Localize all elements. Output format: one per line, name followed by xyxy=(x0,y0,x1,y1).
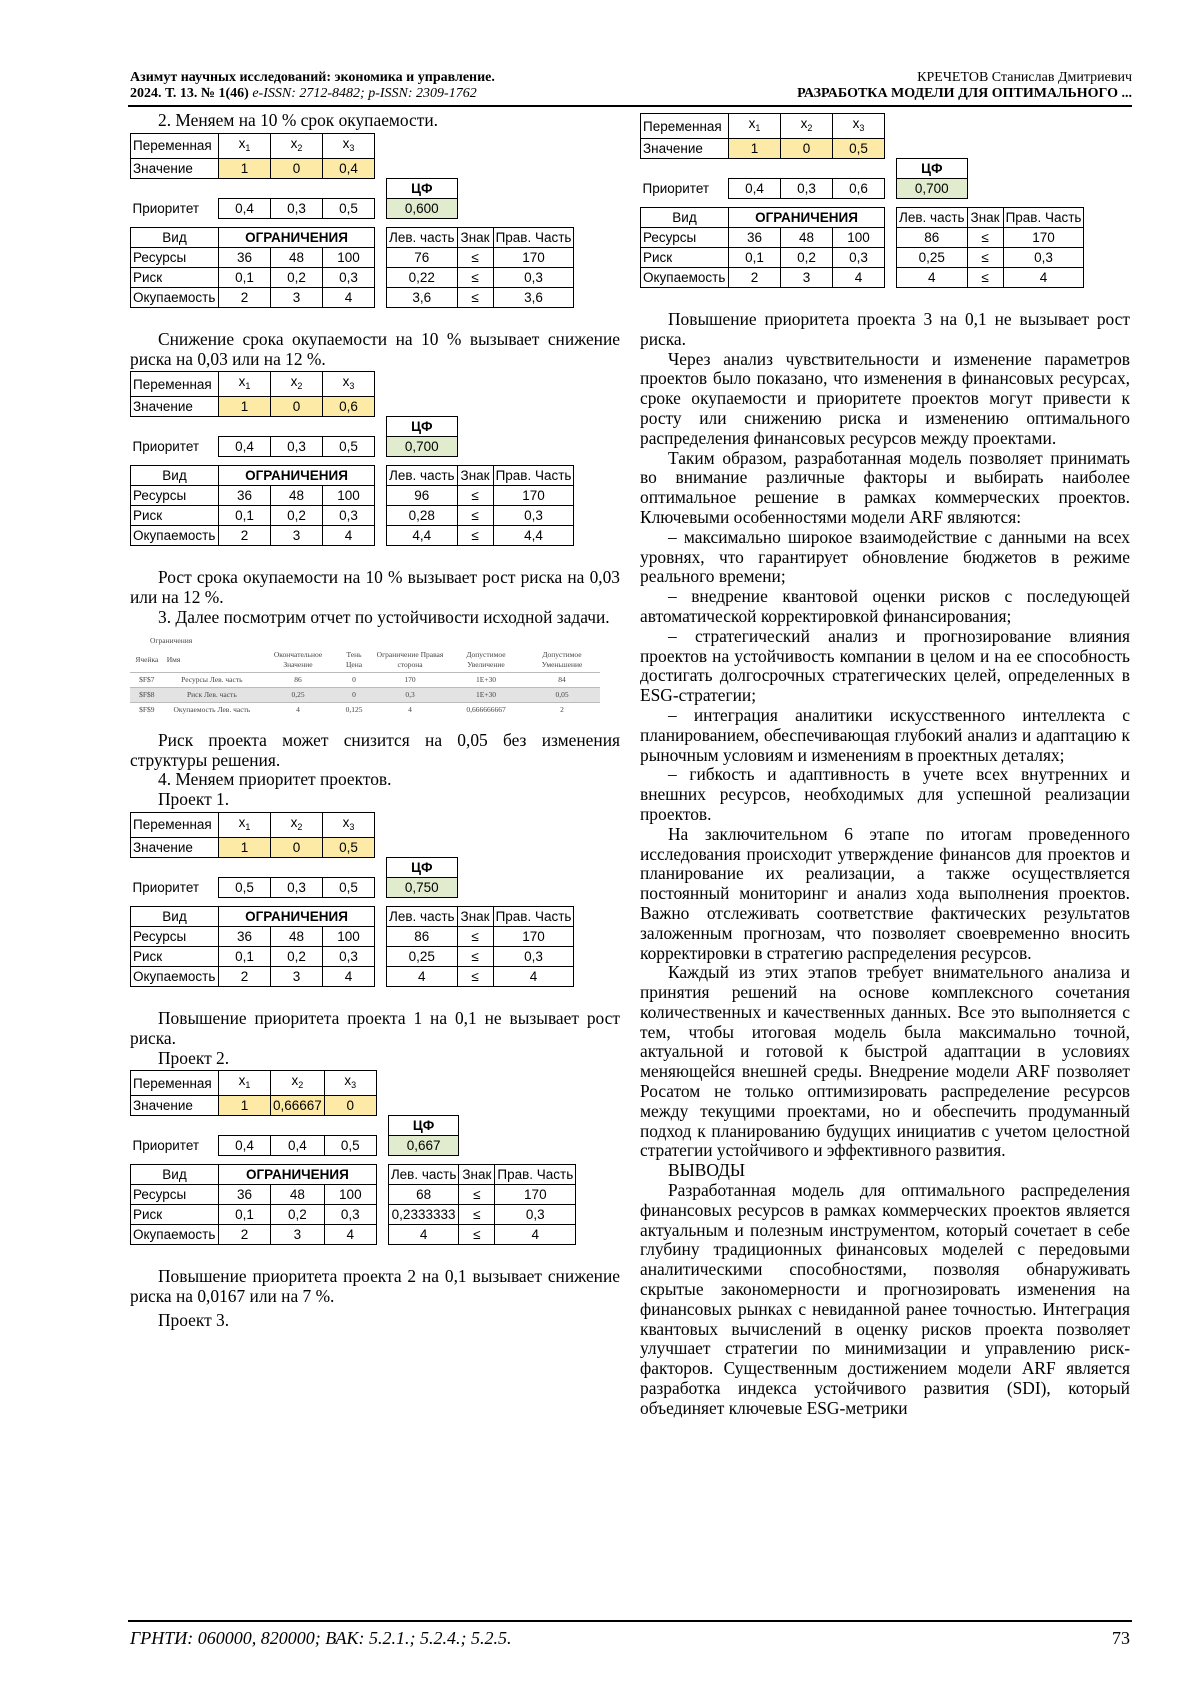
rhs-value: 0,3 xyxy=(1003,248,1084,268)
sign-value: ≤ xyxy=(967,268,1003,288)
rhs-value: 4 xyxy=(1003,268,1084,288)
sensitivity-cell: 84 xyxy=(524,672,600,687)
value-x3: 0 xyxy=(324,1096,376,1116)
sensitivity-cell: 1E+30 xyxy=(448,672,524,687)
lhs-value: 0,25 xyxy=(387,946,458,966)
model-table xyxy=(130,1070,576,1245)
sensitivity-cell: 4 xyxy=(260,702,336,717)
step-2-text: 2. Меняем на 10 % срок окупаемости. xyxy=(158,110,439,130)
priority-x3: 0,5 xyxy=(323,877,375,897)
sign-value: ≤ xyxy=(457,526,493,546)
variable-header: $x_2$ xyxy=(271,133,323,158)
rhs-header: Прав. Часть xyxy=(493,466,574,486)
constraint-row xyxy=(641,268,1084,288)
coef-x1: 0,1 xyxy=(729,248,781,268)
coef-x1: 2 xyxy=(219,287,271,307)
constraint-row xyxy=(131,926,574,946)
constraint-row xyxy=(131,1185,576,1205)
objective-value: 0,700 xyxy=(387,437,458,457)
coef-x2: 48 xyxy=(271,1185,325,1205)
value-label: Значение xyxy=(131,837,219,857)
footer-rule xyxy=(128,1620,1132,1622)
constraints-header: ОГРАНИЧЕНИЯ xyxy=(219,466,375,486)
coef-x2: 3 xyxy=(271,526,323,546)
constraint-row xyxy=(131,946,574,966)
sensitivity-row xyxy=(130,687,600,702)
rhs-header: Прав. Часть xyxy=(1003,208,1084,228)
variable-label: Переменная xyxy=(641,114,729,139)
sensitivity-cell: 4 xyxy=(372,702,448,717)
objective-label: ЦФ xyxy=(897,159,968,179)
lhs-value: 3,6 xyxy=(387,287,458,307)
sign-header: Знак xyxy=(457,227,493,247)
sign-header: Знак xyxy=(457,466,493,486)
coef-x1: 0,1 xyxy=(219,946,271,966)
constraint-name: Окупаемость xyxy=(131,526,219,546)
rhs-value: 170 xyxy=(493,486,574,506)
journal-issn: e-ISSN: 2712-8482; p-ISSN: 2309-1762 xyxy=(248,86,477,101)
variable-header: $x_3$ xyxy=(323,372,375,397)
sensitivity-cell: 0,3 xyxy=(372,687,448,702)
constraints-header: ОГРАНИЧЕНИЯ xyxy=(729,208,885,228)
sensitivity-table xyxy=(130,634,600,717)
variable-header: $x_1$ xyxy=(219,133,271,158)
constraints-header: ОГРАНИЧЕНИЯ xyxy=(219,1165,377,1185)
priority-x3: 0,5 xyxy=(324,1136,376,1156)
sensitivity-row xyxy=(130,702,600,717)
project-3-label: Проект 3. xyxy=(158,1309,230,1330)
rhs-value: 3,6 xyxy=(493,287,574,307)
coef-x3: 4 xyxy=(324,1225,376,1245)
sign-value: ≤ xyxy=(459,1225,495,1245)
value-label: Значение xyxy=(131,158,219,178)
rhs-value: 0,3 xyxy=(495,1205,576,1225)
coef-x2: 48 xyxy=(271,926,323,946)
footer-codes: ГРНТИ: 060000, 820000; ВАК: 5.2.1.; 5.2.4.; 5.2.5. xyxy=(130,1628,512,1648)
value-label: Значение xyxy=(641,139,729,159)
constraint-name: Ресурсы xyxy=(641,228,729,248)
kind-header: Вид xyxy=(131,466,219,486)
sensitivity-cell: 1E+30 xyxy=(448,687,524,702)
coef-x3: 100 xyxy=(323,926,375,946)
constraint-row xyxy=(131,486,574,506)
coef-x3: 100 xyxy=(323,486,375,506)
rhs-value: 0,3 xyxy=(493,267,574,287)
coef-x1: 2 xyxy=(729,268,781,288)
rhs-value: 4 xyxy=(495,1225,576,1245)
model-table xyxy=(130,371,574,546)
journal-issue: 2024. Т. 13. № 1(46) xyxy=(130,86,249,101)
priority-x3: 0,6 xyxy=(833,179,885,199)
priority-x2: 0,3 xyxy=(271,877,323,897)
lhs-value: 4 xyxy=(897,268,968,288)
coef-x2: 48 xyxy=(781,228,833,248)
constraint-name: Риск xyxy=(131,267,219,287)
value-x1: 1 xyxy=(219,158,271,178)
paragraph: Таким образом, разработанная модель позволяет принимать во внимание различные факторы и выбирать наиболее оптимальное решение в рамках коммерческих проектов. Ключевыми особенностями модели ARF являются: xyxy=(640,447,1130,527)
variable-header: $x_3$ xyxy=(323,133,375,158)
worksheet-table xyxy=(130,133,620,308)
sign-value: ≤ xyxy=(457,267,493,287)
lhs-value: 4 xyxy=(387,966,458,986)
sign-value: ≤ xyxy=(967,248,1003,268)
constraint-row xyxy=(131,287,574,307)
constraint-name: Окупаемость xyxy=(131,966,219,986)
variable-header: $x_3$ xyxy=(833,114,885,139)
value-x2: 0 xyxy=(781,139,833,159)
variable-header: $x_2$ xyxy=(271,1071,325,1096)
value-x1: 1 xyxy=(219,837,271,857)
sensitivity-cell: 86 xyxy=(260,672,336,687)
coef-x3: 0,3 xyxy=(323,267,375,287)
sensitivity-header: Допустимое Уменьшение xyxy=(541,649,583,669)
constraint-row xyxy=(131,1205,576,1225)
sign-value: ≤ xyxy=(457,966,493,986)
bullet-item: – внедрение квантовой оценки рисков с последующей автоматической корректировкой финансирования; xyxy=(640,586,1130,626)
lhs-header: Лев. часть xyxy=(387,227,458,247)
coef-x1: 0,1 xyxy=(219,1205,271,1225)
rhs-value: 4 xyxy=(493,966,574,986)
constraint-row xyxy=(131,966,574,986)
coef-x2: 3 xyxy=(271,1225,325,1245)
constraint-name: Риск xyxy=(131,506,219,526)
coef-x3: 4 xyxy=(323,526,375,546)
sensitivity-cell: Окупаемость Лев. часть xyxy=(164,702,260,717)
constraint-row xyxy=(131,267,574,287)
header-rule xyxy=(128,105,1132,107)
priority-label: Приоритет xyxy=(642,181,710,196)
kind-header: Вид xyxy=(131,906,219,926)
paragraph: Рост срока окупаемости на 10 % вызывает рост риска на 0,03 или на 12 %. xyxy=(130,567,620,608)
value-x2: 0,66667 xyxy=(271,1096,325,1116)
value-x3: 0,5 xyxy=(323,837,375,857)
coef-x2: 0,2 xyxy=(271,1205,325,1225)
priority-x1: 0,5 xyxy=(219,877,271,897)
constraint-name: Окупаемость xyxy=(131,287,219,307)
objective-label: ЦФ xyxy=(387,417,458,437)
bullet-item: – гибкость и адаптивность в учете всех внутренних и внешних ресурсов, необходимых для успешной реализации проектов. xyxy=(640,764,1130,824)
sign-value: ≤ xyxy=(457,946,493,966)
sensitivity-cell: 170 xyxy=(372,672,448,687)
sensitivity-header: Имя xyxy=(166,654,181,664)
variable-header: $x_1$ xyxy=(729,114,781,139)
sensitivity-cell: 0 xyxy=(336,687,372,702)
priority-label: Приоритет xyxy=(132,879,200,895)
rhs-header: Прав. Часть xyxy=(495,1165,576,1185)
value-x2: 0 xyxy=(271,158,323,178)
coef-x2: 0,2 xyxy=(271,267,323,287)
sensitivity-cell: 0,666666667 xyxy=(448,702,524,717)
sensitivity-cell: Ресурсы Лев. часть xyxy=(164,672,260,687)
coef-x3: 4 xyxy=(323,966,375,986)
sign-value: ≤ xyxy=(457,506,493,526)
constraint-name: Риск xyxy=(641,248,729,268)
coef-x1: 2 xyxy=(219,966,271,986)
paragraph: Снижение срока окупаемости на 10 % вызывает снижение риска на 0,03 или на 12 %. xyxy=(130,328,620,369)
coef-x1: 36 xyxy=(219,926,271,946)
priority-label: Приоритет xyxy=(132,200,200,216)
variable-label: Переменная xyxy=(131,372,219,397)
objective-value: 0,667 xyxy=(388,1136,459,1156)
lhs-value: 76 xyxy=(387,247,458,267)
value-x1: 1 xyxy=(729,139,781,159)
lhs-header: Лев. часть xyxy=(387,466,458,486)
coef-x3: 4 xyxy=(833,268,885,288)
objective-label: ЦФ xyxy=(387,178,458,198)
left-column xyxy=(130,111,620,1331)
sign-header: Знак xyxy=(967,208,1003,228)
sensitivity-cell: $F$9 xyxy=(130,702,164,717)
variable-header: $x_3$ xyxy=(323,812,375,837)
sensitivity-title: Ограничения xyxy=(150,635,193,645)
sensitivity-header: Окончательное Значение xyxy=(273,649,323,669)
article-title: РАЗРАБОТКА МОДЕЛИ ДЛЯ ОПТИМАЛЬНОГО ... xyxy=(797,86,1132,101)
constraints-header: ОГРАНИЧЕНИЯ xyxy=(219,906,375,926)
sensitivity-header: Ограничение Правая сторона xyxy=(376,649,444,669)
kind-header: Вид xyxy=(641,208,729,228)
lhs-value: 96 xyxy=(387,486,458,506)
constraint-name: Ресурсы xyxy=(131,926,219,946)
paragraph: На заключительном 6 этапе по итогам проведенного исследования происходит утверждение финансов для проектов и планирование их реализации, а также осуществляется постоянный мониторинг и анализ хода выполнения проектов. Важно отслеживать соответствие фактических результатов заложенным прогнозам, что позволяет своевременно вносить корректировки в стратегию распределения ресурсов. xyxy=(640,823,1130,963)
variable-label: Переменная xyxy=(131,812,219,837)
sensitivity-header: Допустимое Увеличение xyxy=(466,649,506,669)
coef-x2: 0,2 xyxy=(271,946,323,966)
priority-label: Приоритет xyxy=(132,439,200,455)
constraint-name: Риск xyxy=(131,1205,219,1225)
model-table xyxy=(640,113,1084,288)
variable-header: $x_2$ xyxy=(271,372,323,397)
sign-value: ≤ xyxy=(457,287,493,307)
coef-x1: 0,1 xyxy=(219,506,271,526)
coef-x2: 0,2 xyxy=(781,248,833,268)
constraint-row xyxy=(131,1225,576,1245)
coef-x3: 0,3 xyxy=(323,946,375,966)
priority-x2: 0,3 xyxy=(781,179,833,199)
rhs-value: 4,4 xyxy=(493,526,574,546)
priority-x2: 0,3 xyxy=(271,198,323,218)
rhs-header: Прав. Часть xyxy=(493,227,574,247)
worksheet-table xyxy=(640,113,1130,288)
rhs-value: 170 xyxy=(495,1185,576,1205)
lhs-value: 0,2333333 xyxy=(388,1205,459,1225)
sensitivity-cell: $F$7 xyxy=(130,672,164,687)
lhs-header: Лев. часть xyxy=(387,906,458,926)
paragraph: Повышение приоритета проекта 1 на 0,1 не вызывает рост риска. xyxy=(130,1007,620,1048)
lhs-value: 4,4 xyxy=(387,526,458,546)
sign-header: Знак xyxy=(459,1165,495,1185)
model-table xyxy=(130,133,574,308)
variable-header: $x_2$ xyxy=(781,114,833,139)
sign-value: ≤ xyxy=(459,1205,495,1225)
kind-header: Вид xyxy=(131,227,219,247)
sign-value: ≤ xyxy=(459,1185,495,1205)
coef-x3: 0,3 xyxy=(323,506,375,526)
bullet-item: – стратегический анализ и прогнозирование влияния проектов на устойчивость компании в целом и на ее способность достигать долгосрочных стратегических целей, определенных в ESG-стратегии; xyxy=(640,625,1130,706)
constraint-row xyxy=(641,228,1084,248)
coef-x1: 0,1 xyxy=(219,267,271,287)
worksheet-table xyxy=(130,812,620,987)
model-table xyxy=(130,812,574,987)
coef-x1: 2 xyxy=(219,526,271,546)
lhs-value: 4 xyxy=(388,1225,459,1245)
variable-header: $x_1$ xyxy=(219,812,271,837)
coef-x2: 3 xyxy=(271,966,323,986)
value-x2: 0 xyxy=(271,397,323,417)
sensitivity-header: Ячейка xyxy=(135,654,159,664)
worksheet-table xyxy=(130,371,620,546)
worksheet-table xyxy=(130,1070,620,1245)
paragraph: Повышение приоритета проекта 2 на 0,1 вызывает снижение риска на 0,0167 или на 7 %. xyxy=(130,1266,620,1307)
constraint-name: Ресурсы xyxy=(131,247,219,267)
coef-x3: 100 xyxy=(324,1185,376,1205)
journal-name: Азимут научных исследований: экономика и управление. xyxy=(130,70,495,85)
priority-x3: 0,5 xyxy=(323,437,375,457)
rhs-value: 0,3 xyxy=(493,506,574,526)
priority-x2: 0,3 xyxy=(271,437,323,457)
value-x1: 1 xyxy=(219,1096,271,1116)
constraint-name: Ресурсы xyxy=(131,486,219,506)
objective-value: 0,750 xyxy=(387,877,458,897)
lhs-value: 0,25 xyxy=(897,248,968,268)
rhs-value: 170 xyxy=(493,926,574,946)
objective-value: 0,700 xyxy=(897,179,968,199)
coef-x3: 0,3 xyxy=(833,248,885,268)
sign-value: ≤ xyxy=(457,486,493,506)
rhs-value: 170 xyxy=(1003,228,1084,248)
lhs-value: 86 xyxy=(387,926,458,946)
value-label: Значение xyxy=(131,397,219,417)
running-header-right xyxy=(612,70,1132,102)
variable-header: $x_2$ xyxy=(271,812,323,837)
step-3-text: 3. Далее посмотрим отчет по устойчивости исходной задачи. xyxy=(158,606,610,627)
sensitivity-header: Тень Цена xyxy=(345,649,363,669)
coef-x3: 100 xyxy=(833,228,885,248)
priority-x3: 0,5 xyxy=(323,198,375,218)
right-column xyxy=(640,111,1130,1419)
constraint-name: Окупаемость xyxy=(131,1225,219,1245)
priority-x1: 0,4 xyxy=(729,179,781,199)
bullet-item: – интеграция аналитики искусственного интеллекта с планированием, обеспечивающая глубокий анализ и адаптацию к рыночным условиям и изменениям в проектных деталях; xyxy=(640,704,1130,765)
coef-x2: 3 xyxy=(271,287,323,307)
sign-value: ≤ xyxy=(457,926,493,946)
sensitivity-cell: 2 xyxy=(524,702,600,717)
constraint-row xyxy=(131,247,574,267)
rhs-value: 0,3 xyxy=(493,946,574,966)
variable-header: $x_3$ xyxy=(324,1071,376,1096)
constraint-name: Ресурсы xyxy=(131,1185,219,1205)
coef-x1: 36 xyxy=(219,247,271,267)
priority-label: Приоритет xyxy=(132,1138,200,1154)
sign-header: Знак xyxy=(457,906,493,926)
coef-x1: 36 xyxy=(219,486,271,506)
lhs-value: 0,28 xyxy=(387,506,458,526)
constraint-name: Риск xyxy=(131,946,219,966)
paragraph: Риск проекта может снизится на 0,05 без изменения структуры решения. xyxy=(130,729,620,770)
value-x3: 0,4 xyxy=(323,158,375,178)
coef-x3: 100 xyxy=(323,247,375,267)
coef-x2: 48 xyxy=(271,247,323,267)
objective-label: ЦФ xyxy=(387,857,458,877)
value-label: Значение xyxy=(131,1096,219,1116)
lhs-header: Лев. часть xyxy=(897,208,968,228)
coef-x1: 36 xyxy=(729,228,781,248)
coef-x3: 4 xyxy=(323,287,375,307)
project-2-label: Проект 2. xyxy=(158,1047,230,1068)
constraints-header: ОГРАНИЧЕНИЯ xyxy=(219,227,375,247)
variable-header: $x_1$ xyxy=(219,372,271,397)
priority-x2: 0,4 xyxy=(271,1136,325,1156)
coef-x1: 2 xyxy=(219,1225,271,1245)
constraint-row xyxy=(131,526,574,546)
coef-x2: 48 xyxy=(271,486,323,506)
sensitivity-cell: 0 xyxy=(336,672,372,687)
page-number: 73 xyxy=(1112,1628,1130,1648)
sensitivity-row xyxy=(130,672,600,687)
lhs-value: 86 xyxy=(897,228,968,248)
lhs-value: 0,22 xyxy=(387,267,458,287)
step-4-text: 4. Меняем приоритет проектов. xyxy=(158,769,392,790)
coef-x3: 0,3 xyxy=(324,1205,376,1225)
objective-value: 0,600 xyxy=(387,198,458,218)
rhs-header: Прав. Часть xyxy=(493,906,574,926)
paragraph: Через анализ чувствительности и изменение параметров проектов было показано, что изменения в финансовых ресурсах, сроке окупаемости и приоритете проектов могут привести к росту или снижению риска и изменению оптимального распределения финансовых ресурсов между проектами. xyxy=(640,348,1130,448)
sensitivity-report xyxy=(130,634,620,717)
value-x3: 0,6 xyxy=(323,397,375,417)
lhs-header: Лев. часть xyxy=(388,1165,459,1185)
variable-label: Переменная xyxy=(131,1071,219,1096)
coef-x2: 0,2 xyxy=(271,506,323,526)
rhs-value: 170 xyxy=(493,247,574,267)
sensitivity-cell: $F$8 xyxy=(130,687,164,702)
priority-x1: 0,4 xyxy=(219,1136,271,1156)
coef-x1: 36 xyxy=(219,1185,271,1205)
constraint-name: Окупаемость xyxy=(641,268,729,288)
sensitivity-cell: 0,25 xyxy=(260,687,336,702)
project-1-label: Проект 1. xyxy=(158,789,230,810)
sign-value: ≤ xyxy=(457,247,493,267)
priority-x1: 0,4 xyxy=(219,198,271,218)
kind-header: Вид xyxy=(131,1165,219,1185)
lhs-value: 68 xyxy=(388,1185,459,1205)
sensitivity-cell: 0,125 xyxy=(336,702,372,717)
objective-label: ЦФ xyxy=(388,1116,459,1136)
coef-x2: 3 xyxy=(781,268,833,288)
value-x1: 1 xyxy=(219,397,271,417)
value-x2: 0 xyxy=(271,837,323,857)
sign-value: ≤ xyxy=(967,228,1003,248)
sensitivity-cell: Риск Лев. часть xyxy=(164,687,260,702)
variable-header: $x_1$ xyxy=(219,1071,271,1096)
value-x3: 0,5 xyxy=(833,139,885,159)
author-name: КРЕЧЕТОВ Станислав Дмитриевич xyxy=(917,70,1132,85)
constraint-row xyxy=(131,506,574,526)
sensitivity-cell: 0,05 xyxy=(524,687,600,702)
paragraph: Разработанная модель для оптимального распределения финансовых ресурсов в рамках коммерческих проектов является актуальным и полезным инструментом, который сочетает в себе глубину традиционных финансовых моделей с передовыми аналитическими способностями, позволяя обнаруживать скрытые закономерности и прогнозировать изменения на финансовых рынках с невиданной ранее точностью. Интеграция квантовых вычислений в оценку рисков проекта позволяет улучшает стратегии по минимизации и управлению риск-факторов. Существенным достижением модели ARF является разработка индекса устойчивого развития (SDI), который объединяет ключевые ESG-метрики xyxy=(640,1180,1130,1418)
paragraph: Каждый из этих этапов требует внимательного анализа и принятия решений на основе комплексного сочетания количественных и качественных данных. Все это выполняется с тем, чтобы итоговая модель была максимально точной, актуальной и готовой к быстрой адаптации в условиях меняющейся внешней среды. Внедрение модели ARF позволяет Росатом не только оптимизировать распределение ресурсов между текущими проектами, но и обеспечить продуманный подход к планированию будущих инициатив с учетом целостной стратегии устойчивого и эффективного развития. xyxy=(640,962,1130,1161)
priority-x1: 0,4 xyxy=(219,437,271,457)
running-header-left xyxy=(130,70,650,102)
bullet-item: – максимально широкое взаимодействие с данными на всех уровнях, что гарантирует обновление бюджетов в режиме реального времени; xyxy=(640,526,1130,587)
constraint-row xyxy=(641,248,1084,268)
conclusions-heading: ВЫВОДЫ xyxy=(668,1160,746,1181)
paragraph: Повышение приоритета проекта 3 на 0,1 не вызывает рост риска. xyxy=(640,309,1130,349)
variable-label: Переменная xyxy=(131,133,219,158)
